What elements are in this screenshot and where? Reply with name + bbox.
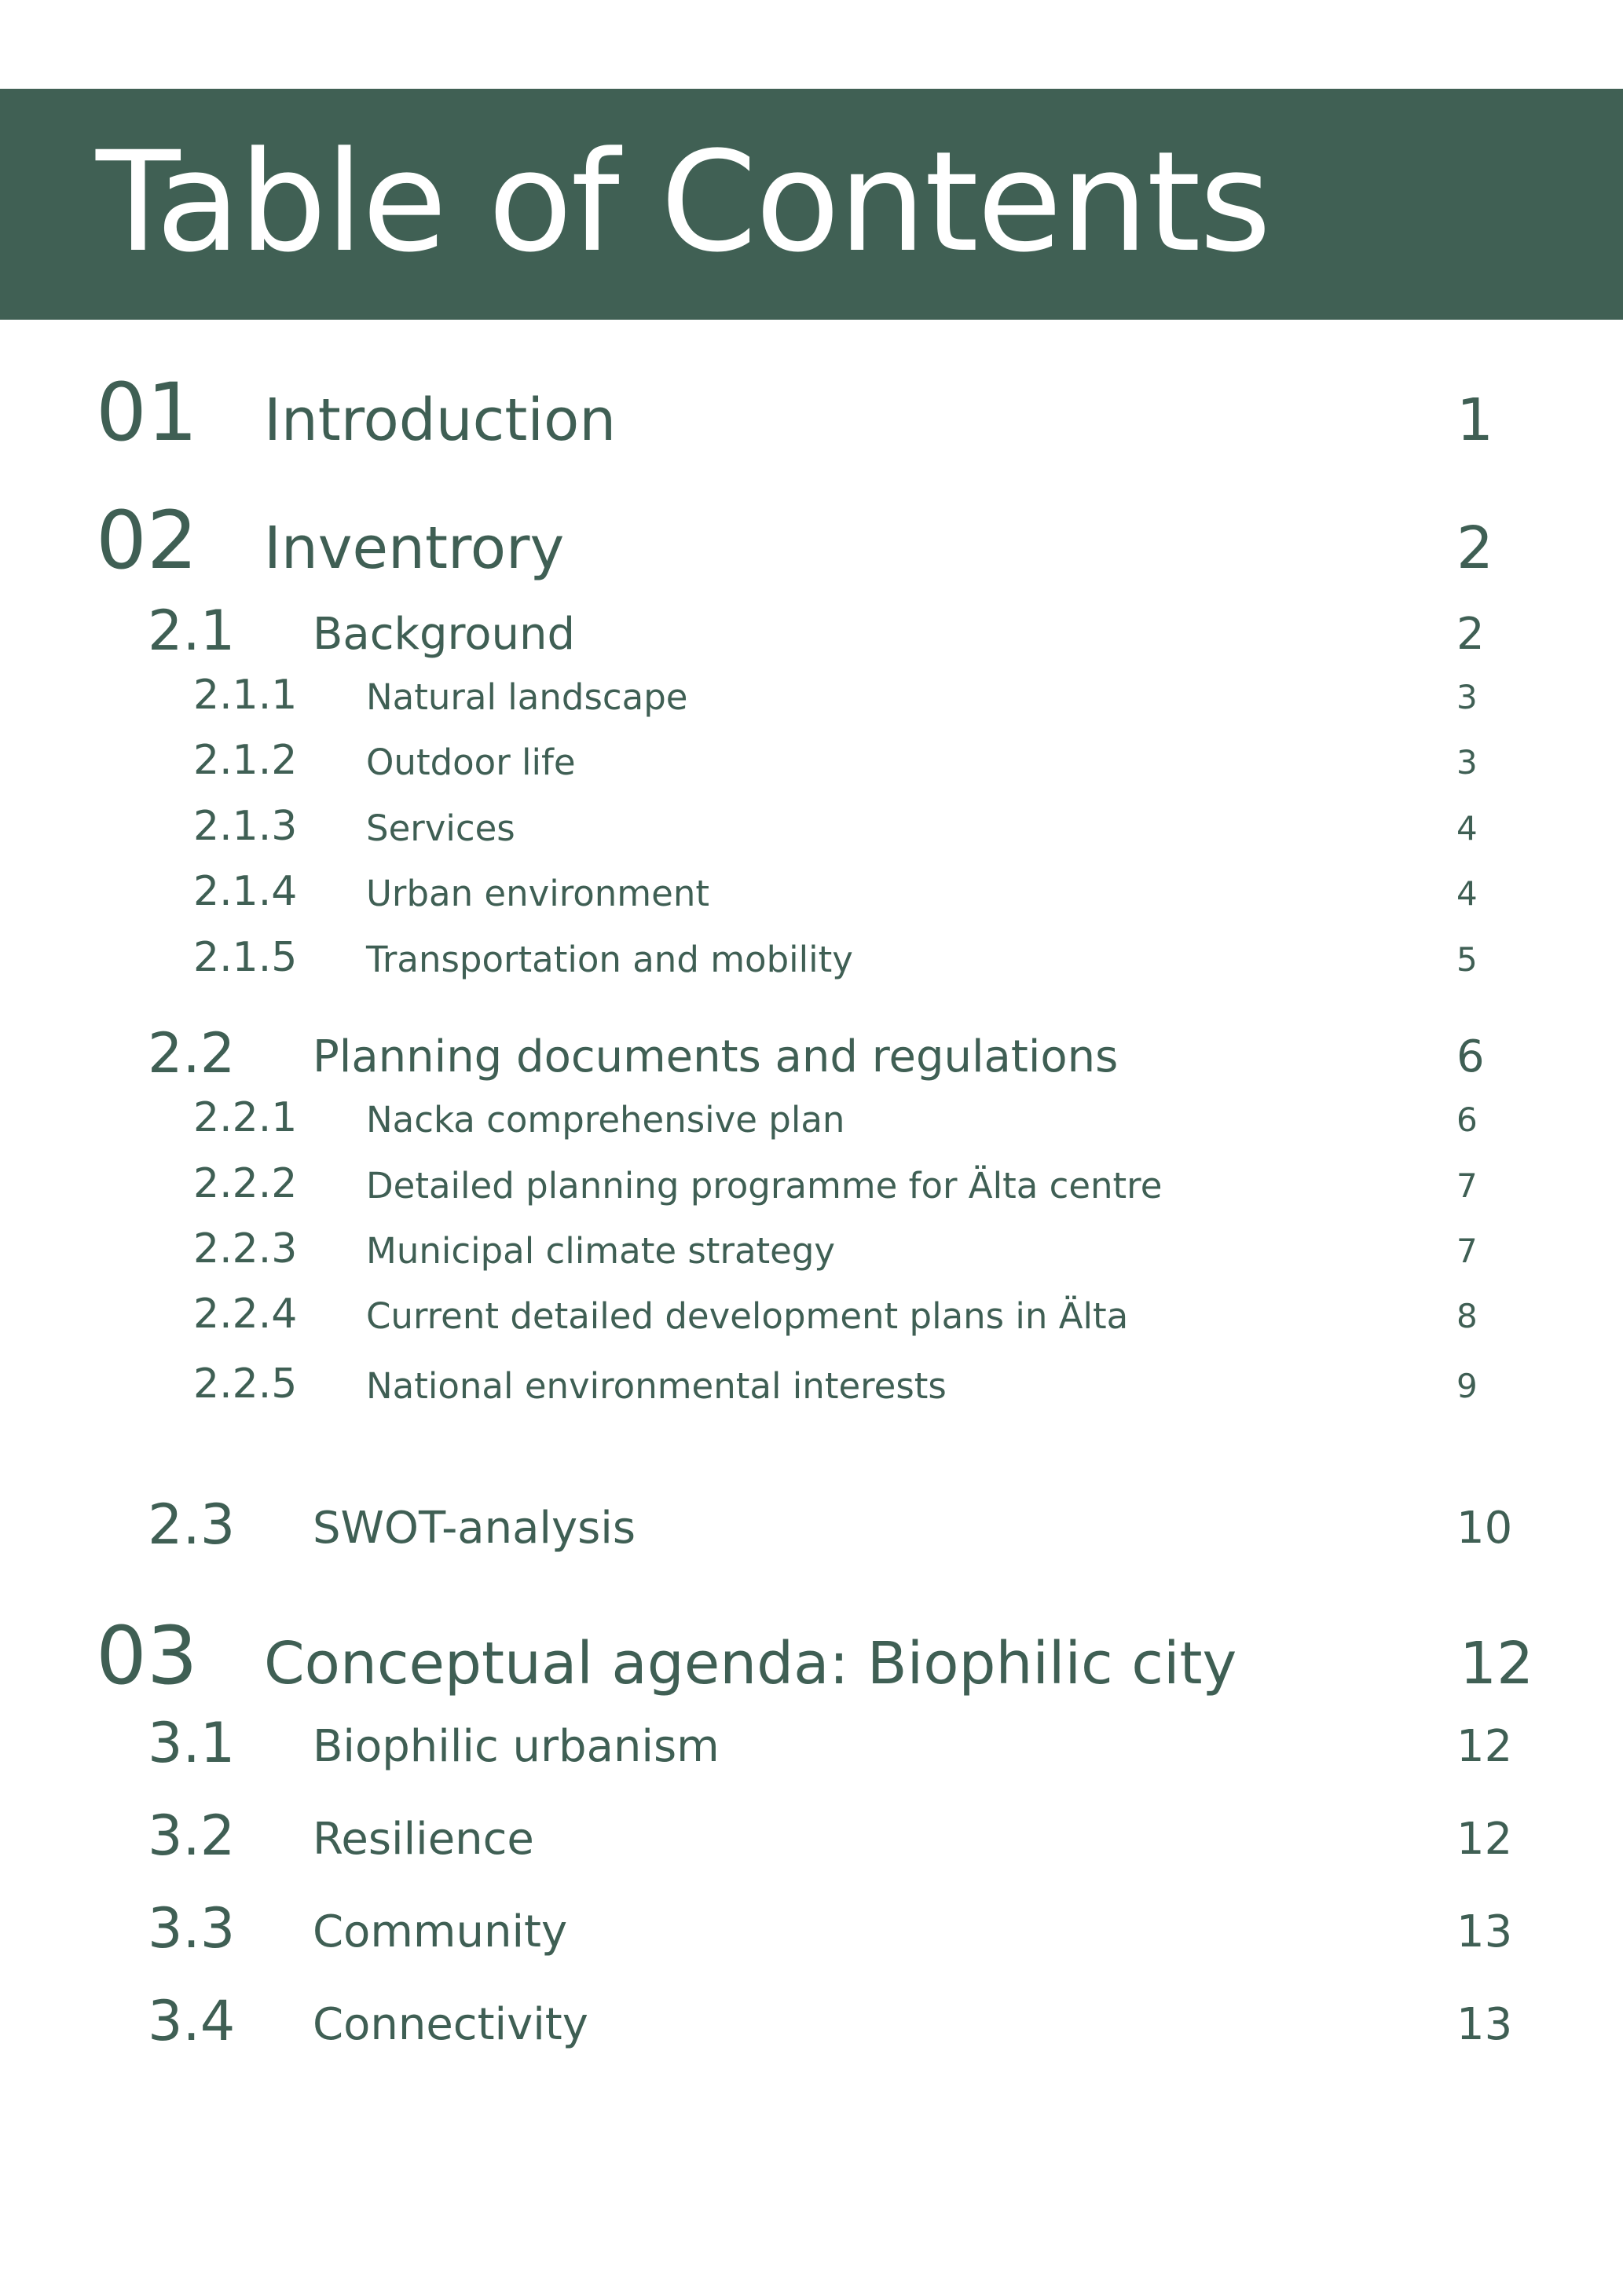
toc-entry-page: 2 <box>1456 514 1494 582</box>
toc-entry-number: 3.1 <box>148 1711 236 1775</box>
toc-entry-page: 5 <box>1456 940 1478 979</box>
toc-entry-chapter[interactable] <box>0 1609 1623 1703</box>
toc-entry-number: 2.1.4 <box>193 868 298 915</box>
toc-entry-number: 2.2.2 <box>193 1160 298 1207</box>
toc-entry-section[interactable] <box>0 1711 1623 1775</box>
toc-entry-page: 12 <box>1456 1814 1513 1865</box>
toc-entry-number: 2.2.5 <box>193 1360 298 1408</box>
toc-entry-title[interactable]: Conceptual agenda: Biophilic city <box>264 1630 1237 1697</box>
toc-entry-title[interactable]: Resilience <box>313 1814 534 1865</box>
toc-entry-subsection[interactable] <box>0 934 1623 981</box>
toc-entry-number: 2.2 <box>148 1021 236 1086</box>
toc-entry-title[interactable]: Inventrory <box>264 514 565 582</box>
toc-entry-title[interactable]: Background <box>313 609 576 660</box>
toc-entry-page: 13 <box>1456 1906 1513 1957</box>
toc-entry-page: 4 <box>1456 874 1478 913</box>
toc-entry-title[interactable]: Detailed planning programme for Älta centre <box>366 1165 1163 1207</box>
toc-entry-number: 2.1.2 <box>193 737 298 784</box>
toc-entry-page: 9 <box>1456 1367 1478 1405</box>
toc-entry-title[interactable]: Nacka comprehensive plan <box>366 1099 845 1141</box>
toc-entry-title[interactable]: Community <box>313 1906 568 1957</box>
toc-entry-title[interactable]: Services <box>366 807 515 849</box>
toc-entry-title[interactable]: Urban environment <box>366 873 709 914</box>
toc-entry-page: 3 <box>1456 678 1478 716</box>
toc-entry-page: 8 <box>1456 1297 1478 1335</box>
toc-entry-page: 6 <box>1456 1031 1485 1082</box>
toc-entry-title[interactable]: Biophilic urbanism <box>313 1721 720 1772</box>
toc-entry-page: 13 <box>1456 1999 1513 2050</box>
toc-entry-number: 03 <box>96 1609 198 1703</box>
toc-entry-page: 1 <box>1456 386 1494 454</box>
toc-entry-title[interactable]: National environmental interests <box>366 1365 947 1407</box>
toc-entry-number: 3.2 <box>148 1803 236 1868</box>
toc-entry-page: 7 <box>1456 1166 1478 1205</box>
toc-entry-page: 2 <box>1456 609 1485 660</box>
toc-entry-subsection[interactable] <box>0 1094 1623 1141</box>
toc-entry-title[interactable]: Outdoor life <box>366 742 576 783</box>
toc-entry-chapter[interactable] <box>0 494 1623 588</box>
toc-entry-number: 2.1.1 <box>193 672 298 719</box>
toc-entry-section[interactable] <box>0 1896 1623 1961</box>
toc-entry-section[interactable] <box>0 1021 1623 1086</box>
toc-entry-number: 2.3 <box>148 1492 236 1557</box>
toc-entry-subsection[interactable] <box>0 868 1623 915</box>
toc-entry-number: 2.2.3 <box>193 1225 298 1273</box>
toc-entry-number: 2.2.1 <box>193 1094 298 1141</box>
toc-entry-title[interactable]: SWOT-analysis <box>313 1503 636 1554</box>
toc-entry-number: 01 <box>96 366 198 460</box>
toc-entry-number: 2.1.5 <box>193 934 298 981</box>
toc-entry-title[interactable]: Introduction <box>264 386 617 454</box>
toc-entry-section[interactable] <box>0 599 1623 663</box>
toc-entry-title[interactable]: Planning documents and regulations <box>313 1031 1119 1082</box>
toc-entry-page: 3 <box>1456 743 1478 782</box>
toc-entry-page: 10 <box>1456 1503 1513 1554</box>
toc-entry-page: 12 <box>1460 1630 1534 1697</box>
toc-entry-page: 6 <box>1456 1100 1478 1139</box>
toc-entry-number: 02 <box>96 494 198 588</box>
toc-entry-number: 3.4 <box>148 1989 236 2053</box>
toc-entry-section[interactable] <box>0 1803 1623 1868</box>
toc-entry-page: 12 <box>1456 1721 1513 1772</box>
toc-entry-title[interactable]: Municipal climate strategy <box>366 1230 836 1272</box>
toc-entry-title[interactable]: Natural landscape <box>366 676 688 718</box>
page-title: Table of Contents <box>96 122 1270 283</box>
toc-entry-subsection[interactable] <box>0 1291 1623 1338</box>
toc-entry-number: 2.1.3 <box>193 803 298 850</box>
toc-entry-subsection[interactable] <box>0 1160 1623 1207</box>
toc-entry-page: 7 <box>1456 1232 1478 1270</box>
toc-entry-title[interactable]: Connectivity <box>313 1999 588 2050</box>
toc-entry-title[interactable]: Current detailed development plans in Älta <box>366 1295 1129 1337</box>
toc-entry-title[interactable]: Transportation and mobility <box>366 939 853 980</box>
toc-entry-chapter[interactable] <box>0 366 1623 460</box>
toc-entry-subsection[interactable] <box>0 1225 1623 1273</box>
toc-entry-page: 4 <box>1456 809 1478 848</box>
toc-entry-section[interactable] <box>0 1989 1623 2053</box>
toc-entry-number: 2.1 <box>148 599 236 663</box>
toc-entry-number: 3.3 <box>148 1896 236 1961</box>
toc-entry-number: 2.2.4 <box>193 1291 298 1338</box>
toc-entry-subsection[interactable] <box>0 1360 1623 1408</box>
